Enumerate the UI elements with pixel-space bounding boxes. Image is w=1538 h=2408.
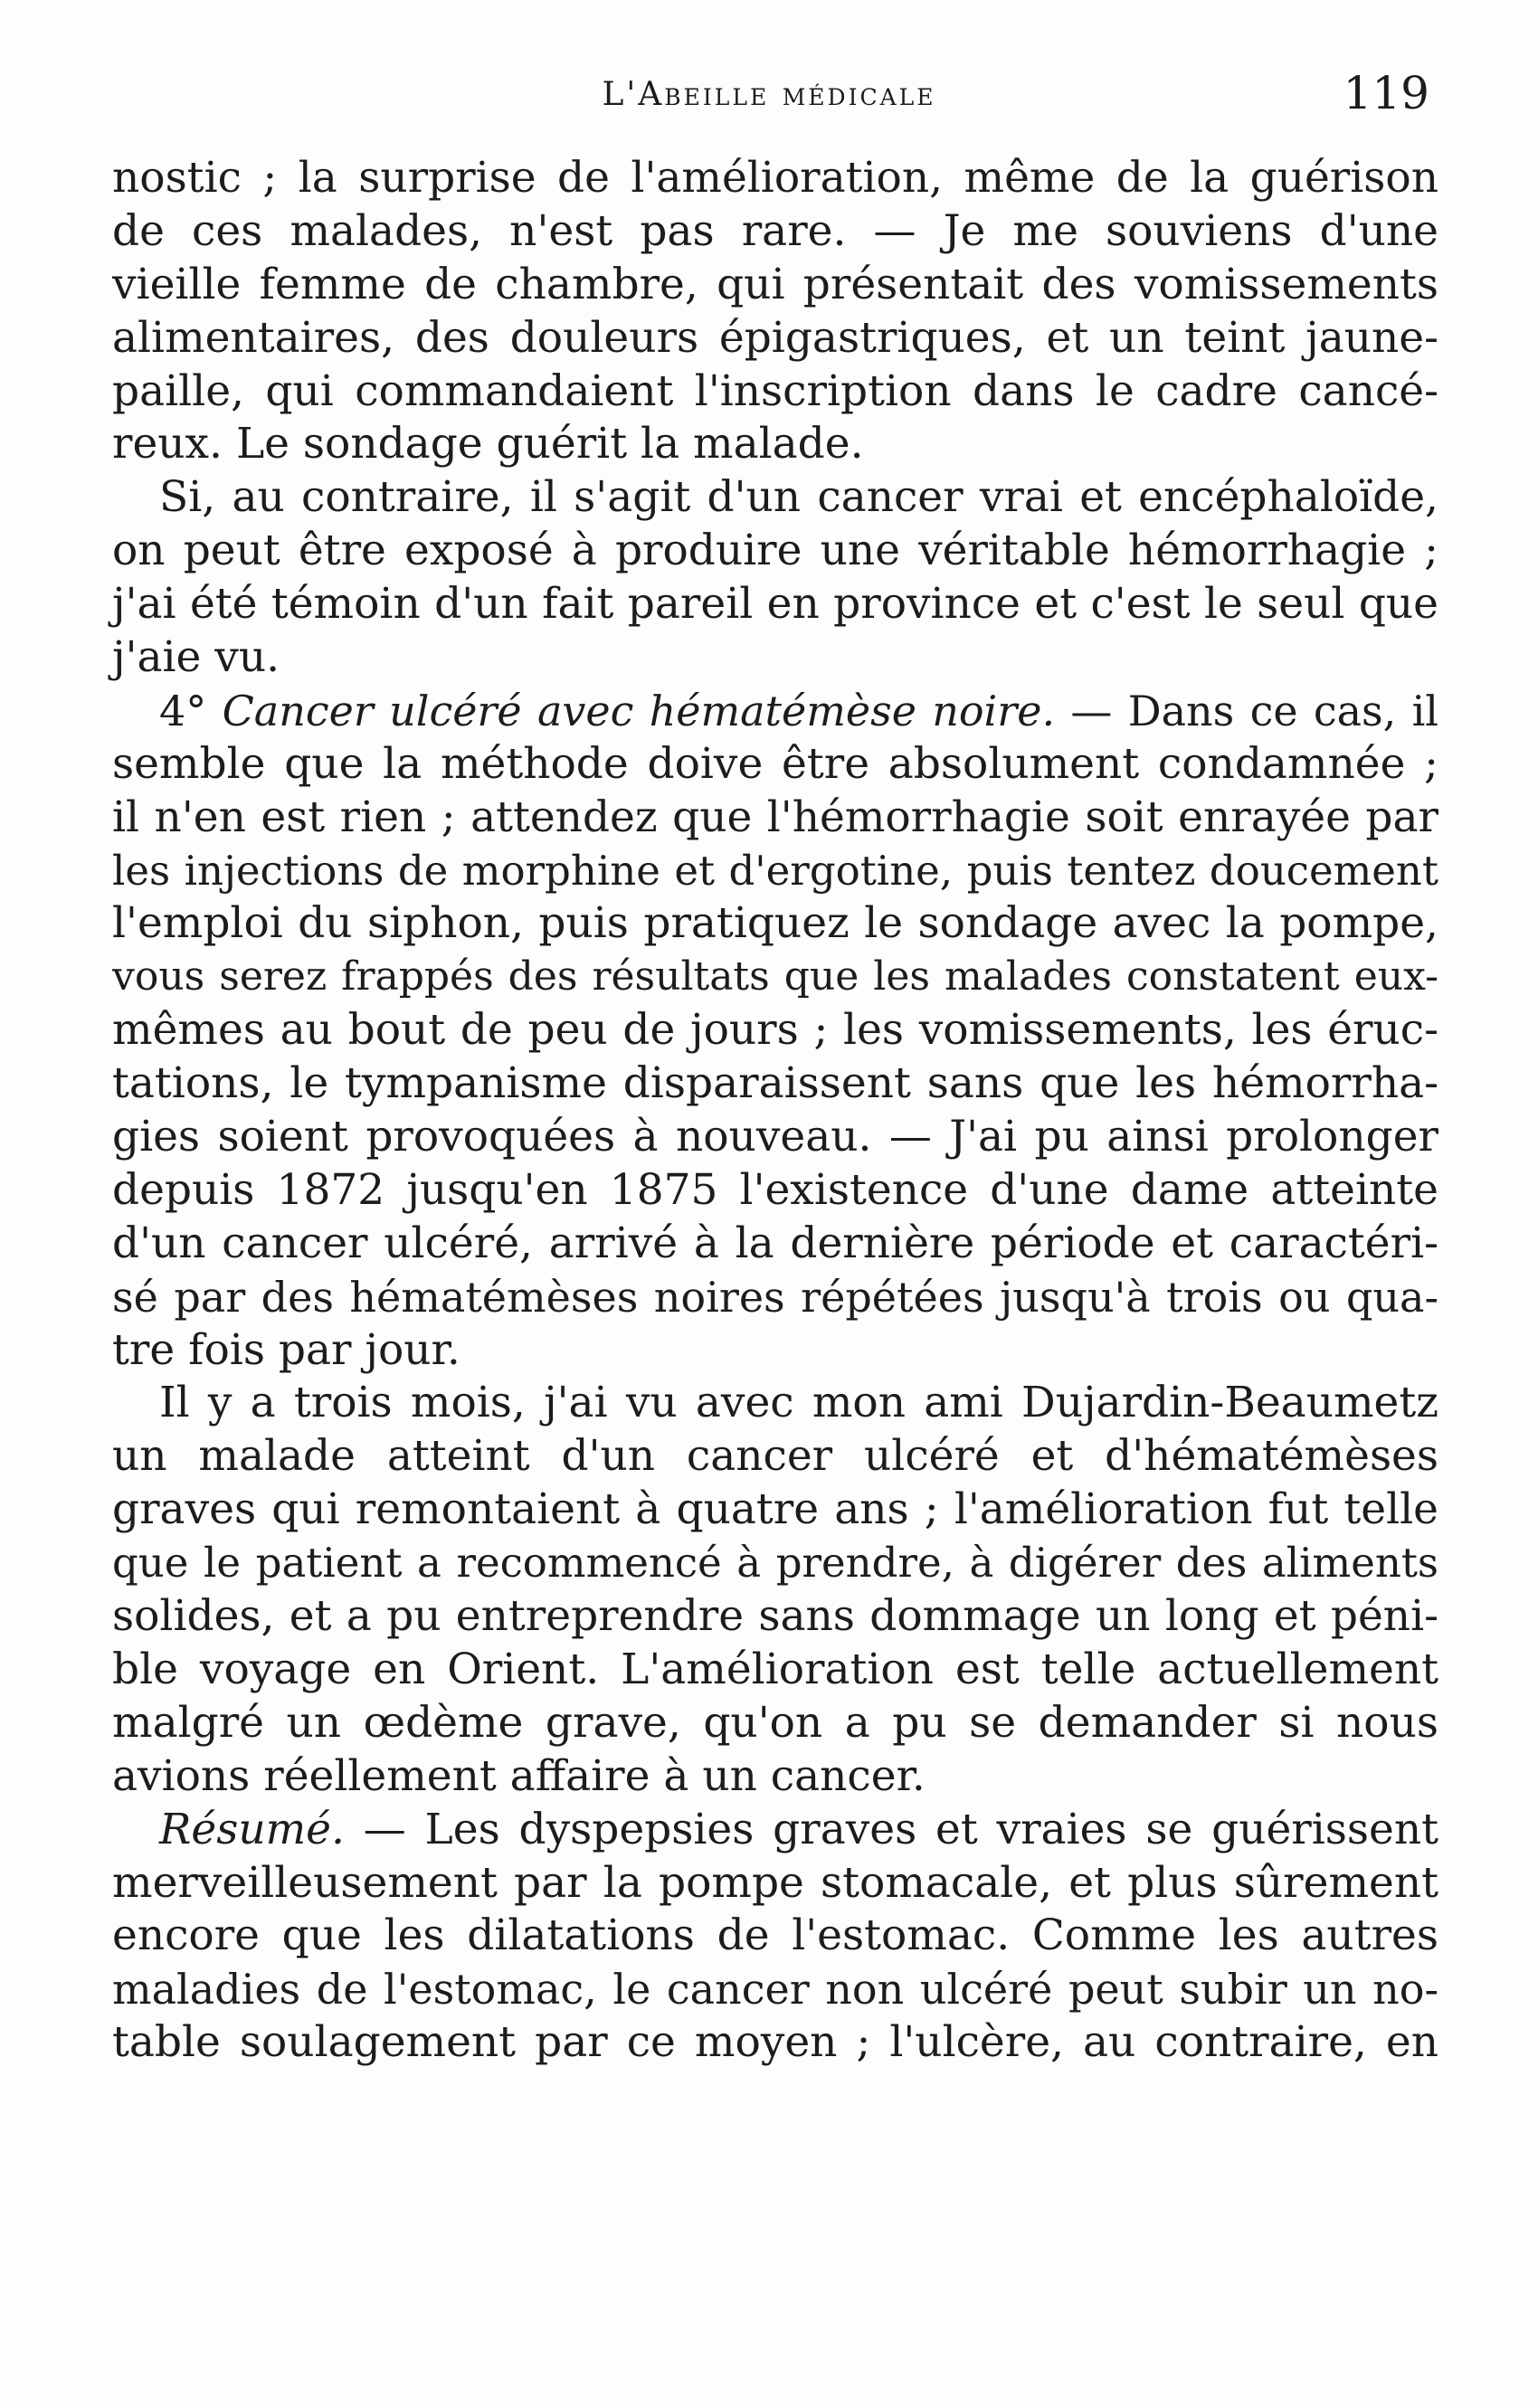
line-text: — Les dyspepsies graves et vraies se guérissent: [344, 1804, 1438, 1854]
italic-heading: Cancer ulcéré avec hématémèse noire.: [222, 686, 1056, 735]
text-line: table soulagement par ce moyen ; l'ulcère, au contraire, en: [112, 2017, 1438, 2068]
page-number: 119: [1343, 67, 1429, 119]
text-line: [112, 1804, 1438, 1857]
text-line: maladies de l'estomac, le cancer non ulcéré peut subir un no-: [112, 1965, 1438, 2015]
text-line: alimentaires, des douleurs épigastriques, et un teint jaune-: [112, 312, 1438, 363]
text-line: on peut être exposé à produire une véritable hémorrhagie ;: [112, 526, 1438, 576]
text-line: graves qui remontaient à quatre ans ; l'amélioration fut telle: [112, 1484, 1438, 1535]
text-line: de ces malades, n'est pas rare. — Je me souviens d'une: [112, 205, 1438, 256]
text-line: solides, et a pu entreprendre sans dommage un long et péni-: [112, 1591, 1438, 1642]
text-line: mêmes au bout de peu de jours ; les vomissements, les éruc-: [112, 1005, 1438, 1056]
text-line: Si, au contraire, il s'agit d'un cancer vrai et encéphaloïde,: [159, 472, 1438, 523]
text-line: [112, 685, 1438, 738]
text-line: encore que les dilatations de l'estomac. Comme les autres: [112, 1910, 1438, 1961]
text-line: depuis 1872 jusqu'en 1875 l'existence d'une dame atteinte: [112, 1164, 1438, 1215]
text-line: il n'en est rien ; attendez que l'hémorrhagie soit enrayée par: [112, 792, 1438, 842]
text-line: l'emploi du siphon, puis pratiquez le sondage avec la pompe,: [112, 898, 1438, 949]
text-line: avions réellement affaire à un cancer.: [112, 1750, 926, 1801]
line-text: — Dans ce cas, il: [1055, 686, 1439, 735]
text-line: vieille femme de chambre, qui présentait des vomissements: [112, 259, 1438, 309]
text-line: j'ai été témoin d'un fait pareil en province et c'est le seul que: [112, 579, 1438, 630]
text-line: merveilleusement par la pompe stomacale, et plus sûrement: [112, 1857, 1438, 1908]
text-line: que le patient a recommencé à prendre, à digérer des aliments: [112, 1539, 1438, 1588]
text-line: paille, qui commandaient l'inscription dans le cadre cancé-: [112, 365, 1438, 416]
text-line: un malade atteint d'un cancer ulcéré et d'hématémèses: [112, 1431, 1438, 1482]
text-line: reux. Le sondage guérit la malade.: [112, 419, 864, 469]
text-line: nostic ; la surprise de l'amélioration, même de la guérison: [112, 153, 1438, 203]
text-line: sé par des hématémèses noires répétées jusqu'à trois ou qua-: [112, 1272, 1438, 1322]
page-header: [109, 63, 1429, 145]
text-line: ble voyage en Orient. L'amélioration est telle actuellement: [112, 1644, 1438, 1694]
text-line: semble que la méthode doive être absolument condamnée ;: [112, 738, 1438, 789]
text-line: tations, le tympanisme disparaissent sans que les hémorrha-: [112, 1058, 1438, 1109]
running-title: L'Abeille médicale: [602, 76, 936, 113]
text-line: tre fois par jour.: [112, 1324, 460, 1375]
text-line: gies soient provoquées à nouveau. — J'ai pu ainsi prolonger: [112, 1112, 1438, 1162]
text-line: d'un cancer ulcéré, arrivé à la dernière période et caractéri-: [112, 1218, 1438, 1268]
section-number: 4°: [159, 686, 223, 735]
text-line: Il y a trois mois, j'ai vu avec mon ami Dujardin-Beaumetz: [159, 1378, 1438, 1428]
text-line: vous serez frappés des résultats que les malades constatent eux-: [112, 953, 1438, 1000]
text-line: malgré un œdème grave, qu'on a pu se demander si nous: [112, 1697, 1438, 1748]
italic-heading: Résumé.: [159, 1804, 345, 1854]
text-line: les injections de morphine et d'ergotine, puis tentez doucement: [112, 846, 1438, 895]
body-text: [112, 152, 1438, 2070]
text-line: j'aie vu.: [112, 632, 280, 683]
